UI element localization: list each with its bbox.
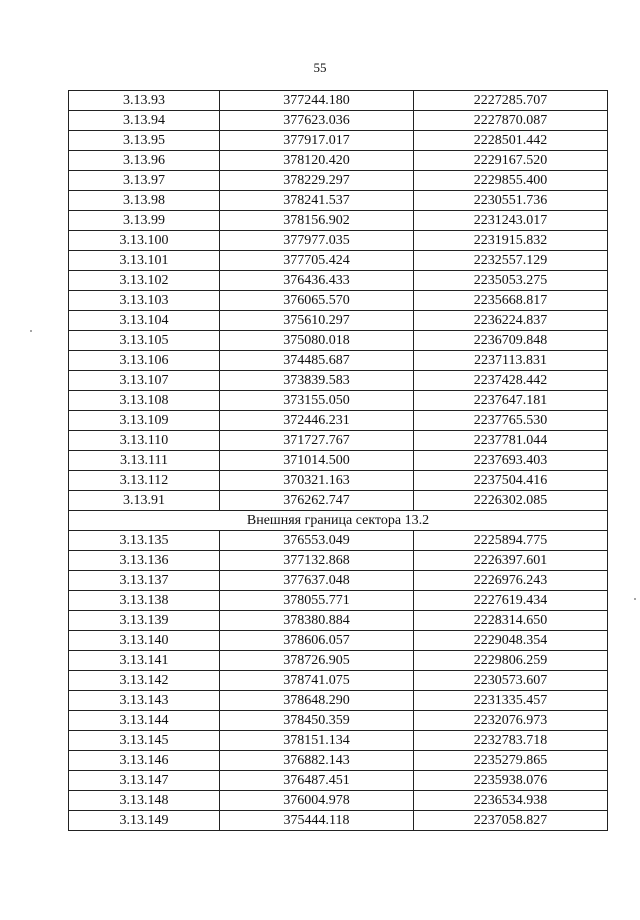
x-coordinate-cell: 378055.771 [220,591,414,611]
point-number-cell: 3.13.138 [69,591,220,611]
y-coordinate-cell: 2237113.831 [414,351,608,371]
point-number-cell: 3.13.95 [69,131,220,151]
x-coordinate-cell: 372446.231 [220,411,414,431]
y-coordinate-cell: 2227619.434 [414,591,608,611]
x-coordinate-cell: 377977.035 [220,231,414,251]
table-row [69,371,608,391]
x-coordinate-cell: 378741.075 [220,671,414,691]
x-coordinate-cell: 371014.500 [220,451,414,471]
table-row [69,751,608,771]
y-coordinate-cell: 2237428.442 [414,371,608,391]
table-row [69,411,608,431]
table-row [69,211,608,231]
y-coordinate-cell: 2228501.442 [414,131,608,151]
table-row [69,431,608,451]
section-heading-row [69,511,608,531]
x-coordinate-cell: 376553.049 [220,531,414,551]
point-number-cell: 3.13.141 [69,651,220,671]
y-coordinate-cell: 2229855.400 [414,171,608,191]
point-number-cell: 3.13.140 [69,631,220,651]
page-number: 55 [313,60,327,75]
point-number-cell: 3.13.136 [69,551,220,571]
point-number-cell: 3.13.142 [69,671,220,691]
y-coordinate-cell: 2226397.601 [414,551,608,571]
table-row [69,291,608,311]
point-number-cell: 3.13.145 [69,731,220,751]
point-number-cell: 3.13.107 [69,371,220,391]
point-number-cell: 3.13.143 [69,691,220,711]
table-row [69,671,608,691]
table-row [69,591,608,611]
table-row [69,271,608,291]
y-coordinate-cell: 2236709.848 [414,331,608,351]
table-row [69,531,608,551]
table-row [69,331,608,351]
x-coordinate-cell: 370321.163 [220,471,414,491]
y-coordinate-cell: 2229048.354 [414,631,608,651]
point-number-cell: 3.13.94 [69,111,220,131]
x-coordinate-cell: 377244.180 [220,91,414,111]
y-coordinate-cell: 2237647.181 [414,391,608,411]
table-row [69,711,608,731]
table-row [69,771,608,791]
point-number-cell: 3.13.149 [69,811,220,831]
y-coordinate-cell: 2235938.076 [414,771,608,791]
point-number-cell: 3.13.105 [69,331,220,351]
table-row [69,351,608,371]
y-coordinate-cell: 2235279.865 [414,751,608,771]
table-row [69,311,608,331]
y-coordinate-cell: 2231335.457 [414,691,608,711]
y-coordinate-cell: 2237781.044 [414,431,608,451]
x-coordinate-cell: 376487.451 [220,771,414,791]
y-coordinate-cell: 2236224.837 [414,311,608,331]
table-row [69,731,608,751]
point-number-cell: 3.13.96 [69,151,220,171]
x-coordinate-cell: 376262.747 [220,491,414,511]
scan-artifact [634,598,636,600]
x-coordinate-cell: 371727.767 [220,431,414,451]
table-row [69,611,608,631]
point-number-cell: 3.13.111 [69,451,220,471]
x-coordinate-cell: 378151.134 [220,731,414,751]
table-row [69,791,608,811]
point-number-cell: 3.13.148 [69,791,220,811]
point-number-cell: 3.13.102 [69,271,220,291]
x-coordinate-cell: 373839.583 [220,371,414,391]
y-coordinate-cell: 2229806.259 [414,651,608,671]
y-coordinate-cell: 2229167.520 [414,151,608,171]
point-number-cell: 3.13.108 [69,391,220,411]
x-coordinate-cell: 378380.884 [220,611,414,631]
section-heading: Внешняя граница сектора 13.2 [69,511,608,531]
x-coordinate-cell: 378156.902 [220,211,414,231]
point-number-cell: 3.13.93 [69,91,220,111]
x-coordinate-cell: 378726.905 [220,651,414,671]
y-coordinate-cell: 2227870.087 [414,111,608,131]
point-number-cell: 3.13.109 [69,411,220,431]
point-number-cell: 3.13.146 [69,751,220,771]
scan-artifact [30,330,32,332]
x-coordinate-cell: 373155.050 [220,391,414,411]
coordinates-table-body [69,91,608,831]
y-coordinate-cell: 2230573.607 [414,671,608,691]
x-coordinate-cell: 375610.297 [220,311,414,331]
point-number-cell: 3.13.139 [69,611,220,631]
table-row [69,91,608,111]
table-row [69,811,608,831]
point-number-cell: 3.13.100 [69,231,220,251]
y-coordinate-cell: 2227285.707 [414,91,608,111]
point-number-cell: 3.13.91 [69,491,220,511]
table-row [69,571,608,591]
point-number-cell: 3.13.103 [69,291,220,311]
y-coordinate-cell: 2237693.403 [414,451,608,471]
x-coordinate-cell: 376436.433 [220,271,414,291]
y-coordinate-cell: 2228314.650 [414,611,608,631]
x-coordinate-cell: 377132.868 [220,551,414,571]
y-coordinate-cell: 2226976.243 [414,571,608,591]
table-row [69,391,608,411]
table-row [69,131,608,151]
table-row [69,651,608,671]
table-row [69,631,608,651]
point-number-cell: 3.13.147 [69,771,220,791]
point-number-cell: 3.13.101 [69,251,220,271]
x-coordinate-cell: 378241.537 [220,191,414,211]
y-coordinate-cell: 2226302.085 [414,491,608,511]
y-coordinate-cell: 2231243.017 [414,211,608,231]
point-number-cell: 3.13.98 [69,191,220,211]
x-coordinate-cell: 376065.570 [220,291,414,311]
point-number-cell: 3.13.104 [69,311,220,331]
point-number-cell: 3.13.97 [69,171,220,191]
x-coordinate-cell: 377917.017 [220,131,414,151]
x-coordinate-cell: 378648.290 [220,691,414,711]
x-coordinate-cell: 378120.420 [220,151,414,171]
x-coordinate-cell: 376882.143 [220,751,414,771]
x-coordinate-cell: 375444.118 [220,811,414,831]
x-coordinate-cell: 378450.359 [220,711,414,731]
x-coordinate-cell: 377637.048 [220,571,414,591]
point-number-cell: 3.13.112 [69,471,220,491]
table-row [69,251,608,271]
table-row [69,231,608,251]
x-coordinate-cell: 375080.018 [220,331,414,351]
table-row [69,551,608,571]
table-row [69,451,608,471]
point-number-cell: 3.13.137 [69,571,220,591]
y-coordinate-cell: 2232076.973 [414,711,608,731]
y-coordinate-cell: 2235053.275 [414,271,608,291]
table-row [69,491,608,511]
table-row [69,471,608,491]
table-row [69,151,608,171]
y-coordinate-cell: 2231915.832 [414,231,608,251]
x-coordinate-cell: 374485.687 [220,351,414,371]
y-coordinate-cell: 2232783.718 [414,731,608,751]
y-coordinate-cell: 2232557.129 [414,251,608,271]
y-coordinate-cell: 2225894.775 [414,531,608,551]
y-coordinate-cell: 2236534.938 [414,791,608,811]
x-coordinate-cell: 376004.978 [220,791,414,811]
x-coordinate-cell: 377623.036 [220,111,414,131]
point-number-cell: 3.13.135 [69,531,220,551]
point-number-cell: 3.13.99 [69,211,220,231]
point-number-cell: 3.13.106 [69,351,220,371]
table-row [69,111,608,131]
point-number-cell: 3.13.144 [69,711,220,731]
coordinates-table [68,90,608,831]
y-coordinate-cell: 2237058.827 [414,811,608,831]
x-coordinate-cell: 377705.424 [220,251,414,271]
point-number-cell: 3.13.110 [69,431,220,451]
y-coordinate-cell: 2237765.530 [414,411,608,431]
table-row [69,171,608,191]
y-coordinate-cell: 2237504.416 [414,471,608,491]
x-coordinate-cell: 378229.297 [220,171,414,191]
x-coordinate-cell: 378606.057 [220,631,414,651]
table-row [69,691,608,711]
y-coordinate-cell: 2230551.736 [414,191,608,211]
y-coordinate-cell: 2235668.817 [414,291,608,311]
table-row [69,191,608,211]
